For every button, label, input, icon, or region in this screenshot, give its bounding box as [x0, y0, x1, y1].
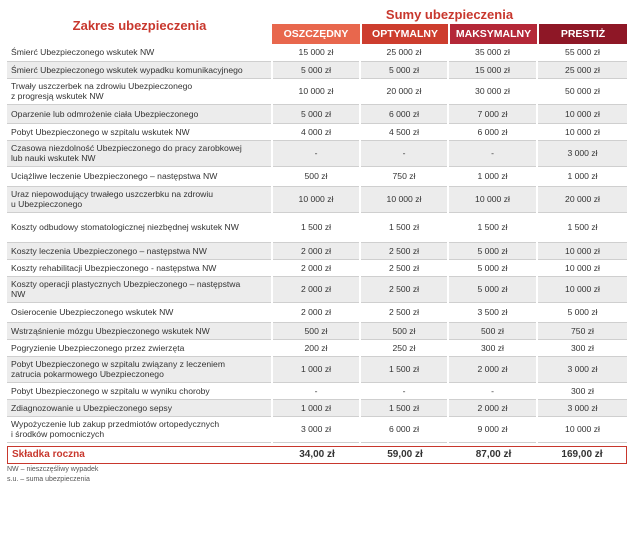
coverage-value: 750 zł: [537, 322, 627, 339]
coverage-value: -: [272, 382, 360, 399]
annual-premium-label: Składka roczna: [12, 449, 85, 460]
coverage-label: Uraz niepowodujący trwałego uszczerbku na zdrowiu u Ubezpieczonego: [7, 186, 272, 212]
coverage-value: 1 500 zł: [360, 356, 448, 382]
coverage-value: 1 500 zł: [448, 212, 537, 242]
coverage-value: 2 000 zł: [272, 276, 360, 302]
coverage-label: Pogryzienie Ubezpieczonego przez zwierzęta: [7, 339, 272, 356]
table-row: [7, 399, 627, 416]
coverage-value: 10 000 zł: [537, 242, 627, 259]
insurance-table-section: [7, 4, 627, 485]
coverage-value: -: [448, 140, 537, 166]
table-header: [7, 4, 627, 44]
coverage-table-body: [7, 44, 627, 442]
table-row: [7, 104, 627, 123]
coverage-label: Osierocenie Ubezpieczonego wskutek NW: [7, 302, 272, 322]
coverage-table: [7, 44, 627, 443]
coverage-value: -: [360, 382, 448, 399]
coverage-value: 10 000 zł: [272, 78, 360, 104]
coverage-value: 5 000 zł: [448, 242, 537, 259]
coverage-value: 15 000 zł: [448, 61, 537, 78]
footnote-nw: NW – nieszczęśliwy wypadek: [7, 465, 99, 473]
coverage-value: 200 zł: [272, 339, 360, 356]
coverage-label: Śmierć Ubezpieczonego wskutek NW: [7, 44, 272, 61]
coverage-label: Śmierć Ubezpieczonego wskutek wypadku komunikacyjnego: [7, 61, 272, 78]
coverage-label: Pobyt Ubezpieczonego w szpitalu w wyniku choroby: [7, 382, 272, 399]
table-row: [7, 416, 627, 442]
coverage-label: Koszty rehabilitacji Ubezpieczonego - następstwa NW: [7, 259, 272, 276]
table-row: [7, 44, 627, 61]
coverage-value: 3 500 zł: [448, 302, 537, 322]
coverage-value: 25 000 zł: [537, 61, 627, 78]
coverage-value: 4 500 zł: [360, 123, 448, 140]
plan-header-oszczedny: OSZCZĘDNY: [272, 24, 360, 44]
coverage-value: 5 000 zł: [360, 61, 448, 78]
coverage-value: 1 000 zł: [272, 356, 360, 382]
plan-header-optymalny: OPTYMALNY: [360, 24, 448, 44]
coverage-label: Koszty operacji plastycznych Ubezpieczonego – następstwa NW: [7, 276, 272, 302]
coverage-label: Koszty leczenia Ubezpieczonego – następstwa NW: [7, 242, 272, 259]
coverage-value: 300 zł: [537, 382, 627, 399]
coverage-value: 3 000 zł: [537, 140, 627, 166]
plan-header-prestiz: PRESTIŻ: [537, 24, 627, 44]
annual-premium-row: [7, 446, 627, 464]
table-row: [7, 186, 627, 212]
coverage-value: 1 500 zł: [272, 212, 360, 242]
coverage-value: 500 zł: [448, 322, 537, 339]
coverage-value: 5 000 zł: [537, 302, 627, 322]
coverage-value: 2 000 zł: [272, 259, 360, 276]
coverage-value: 3 000 zł: [537, 356, 627, 382]
annual-premium-prestiz: 169,00 zł: [561, 449, 603, 460]
coverage-value: 10 000 zł: [537, 104, 627, 123]
table-row: [7, 259, 627, 276]
coverage-value: 1 000 zł: [537, 166, 627, 186]
coverage-value: 10 000 zł: [448, 186, 537, 212]
coverage-value: 20 000 zł: [537, 186, 627, 212]
coverage-value: 6 000 zł: [360, 104, 448, 123]
coverage-value: 9 000 zł: [448, 416, 537, 442]
coverage-value: 2 000 zł: [272, 242, 360, 259]
coverage-value: 1 500 zł: [360, 399, 448, 416]
table-row: [7, 61, 627, 78]
coverage-value: 5 000 zł: [272, 61, 360, 78]
coverage-value: 3 000 zł: [272, 416, 360, 442]
coverage-value: 4 000 zł: [272, 123, 360, 140]
coverage-value: 2 500 zł: [360, 242, 448, 259]
coverage-value: 15 000 zł: [272, 44, 360, 61]
table-row: [7, 322, 627, 339]
coverage-label: Zdiagnozowanie u Ubezpieczonego sepsy: [7, 399, 272, 416]
table-row: [7, 242, 627, 259]
coverage-value: 500 zł: [272, 166, 360, 186]
coverage-label: Wypożyczenie lub zakup przedmiotów ortopedycznych i środków pomocniczych: [7, 416, 272, 442]
coverage-value: 55 000 zł: [537, 44, 627, 61]
table-row: [7, 302, 627, 322]
coverage-value: 5 000 zł: [272, 104, 360, 123]
coverage-label: Koszty odbudowy stomatologicznej niezbędnej wskutek NW: [7, 212, 272, 242]
coverage-value: 2 000 zł: [272, 302, 360, 322]
table-row: [7, 166, 627, 186]
coverage-value: 750 zł: [360, 166, 448, 186]
coverage-value: 30 000 zł: [448, 78, 537, 104]
coverage-value: 1 000 zł: [448, 166, 537, 186]
coverage-label: Uciążliwe leczenie Ubezpieczonego – następstwa NW: [7, 166, 272, 186]
coverage-value: 10 000 zł: [537, 259, 627, 276]
coverage-value: 10 000 zł: [272, 186, 360, 212]
coverage-label: Pobyt Ubezpieczonego w szpitalu związany z leczeniem zatrucia pokarmowego Ubezpieczonego: [7, 356, 272, 382]
coverage-value: 2 500 zł: [360, 276, 448, 302]
coverage-value: 1 500 zł: [537, 212, 627, 242]
coverage-value: 50 000 zł: [537, 78, 627, 104]
coverage-value: 2 500 zł: [360, 259, 448, 276]
coverage-value: 1 000 zł: [272, 399, 360, 416]
coverage-scope-title: Zakres ubezpieczenia: [72, 18, 207, 33]
coverage-value: 25 000 zł: [360, 44, 448, 61]
annual-premium-optymalny: 59,00 zł: [387, 449, 423, 460]
table-row: [7, 339, 627, 356]
coverage-label: Pobyt Ubezpieczonego w szpitalu wskutek NW: [7, 123, 272, 140]
coverage-value: -: [360, 140, 448, 166]
coverage-value: 10 000 zł: [360, 186, 448, 212]
table-row: [7, 382, 627, 399]
coverage-value: 10 000 zł: [537, 276, 627, 302]
coverage-value: -: [448, 382, 537, 399]
table-row: [7, 212, 627, 242]
coverage-value: 10 000 zł: [537, 416, 627, 442]
coverage-value: 300 zł: [537, 339, 627, 356]
footnote-su: s.u. – suma ubezpieczenia: [7, 475, 90, 483]
table-row: [7, 140, 627, 166]
coverage-label: Wstrząśnienie mózgu Ubezpieczonego wskutek NW: [7, 322, 272, 339]
sums-insured-title: Sumy ubezpieczenia: [385, 7, 514, 22]
table-row: [7, 356, 627, 382]
coverage-value: 5 000 zł: [448, 259, 537, 276]
coverage-value: 20 000 zł: [360, 78, 448, 104]
annual-premium-oszczedny: 34,00 zł: [299, 449, 335, 460]
coverage-value: 5 000 zł: [448, 276, 537, 302]
coverage-value: -: [272, 140, 360, 166]
coverage-value: 35 000 zł: [448, 44, 537, 61]
table-row: [7, 78, 627, 104]
coverage-value: 300 zł: [448, 339, 537, 356]
coverage-value: 10 000 zł: [537, 123, 627, 140]
coverage-label: Oparzenie lub odmrożenie ciała Ubezpieczonego: [7, 104, 272, 123]
header-left: [7, 4, 272, 44]
annual-premium-maksymalny: 87,00 zł: [475, 449, 512, 460]
coverage-value: 7 000 zł: [448, 104, 537, 123]
coverage-value: 2 000 zł: [448, 399, 537, 416]
header-right: [272, 4, 627, 44]
table-row: [7, 123, 627, 140]
coverage-value: 6 000 zł: [360, 416, 448, 442]
coverage-value: 1 500 zł: [360, 212, 448, 242]
coverage-value: 6 000 zł: [448, 123, 537, 140]
coverage-value: 500 zł: [360, 322, 448, 339]
coverage-label: Czasowa niezdolność Ubezpieczonego do pracy zarobkowej lub nauki wskutek NW: [7, 140, 272, 166]
coverage-value: 3 000 zł: [537, 399, 627, 416]
coverage-value: 500 zł: [272, 322, 360, 339]
plan-headers: [272, 24, 627, 44]
coverage-value: 250 zł: [360, 339, 448, 356]
footnotes: [7, 465, 627, 485]
coverage-value: 2 000 zł: [448, 356, 537, 382]
coverage-value: 2 500 zł: [360, 302, 448, 322]
table-row: [7, 276, 627, 302]
coverage-label: Trwały uszczerbek na zdrowiu Ubezpieczonego z progresją wskutek NW: [7, 78, 272, 104]
plan-header-maksymalny: MAKSYMALNY: [448, 24, 537, 44]
